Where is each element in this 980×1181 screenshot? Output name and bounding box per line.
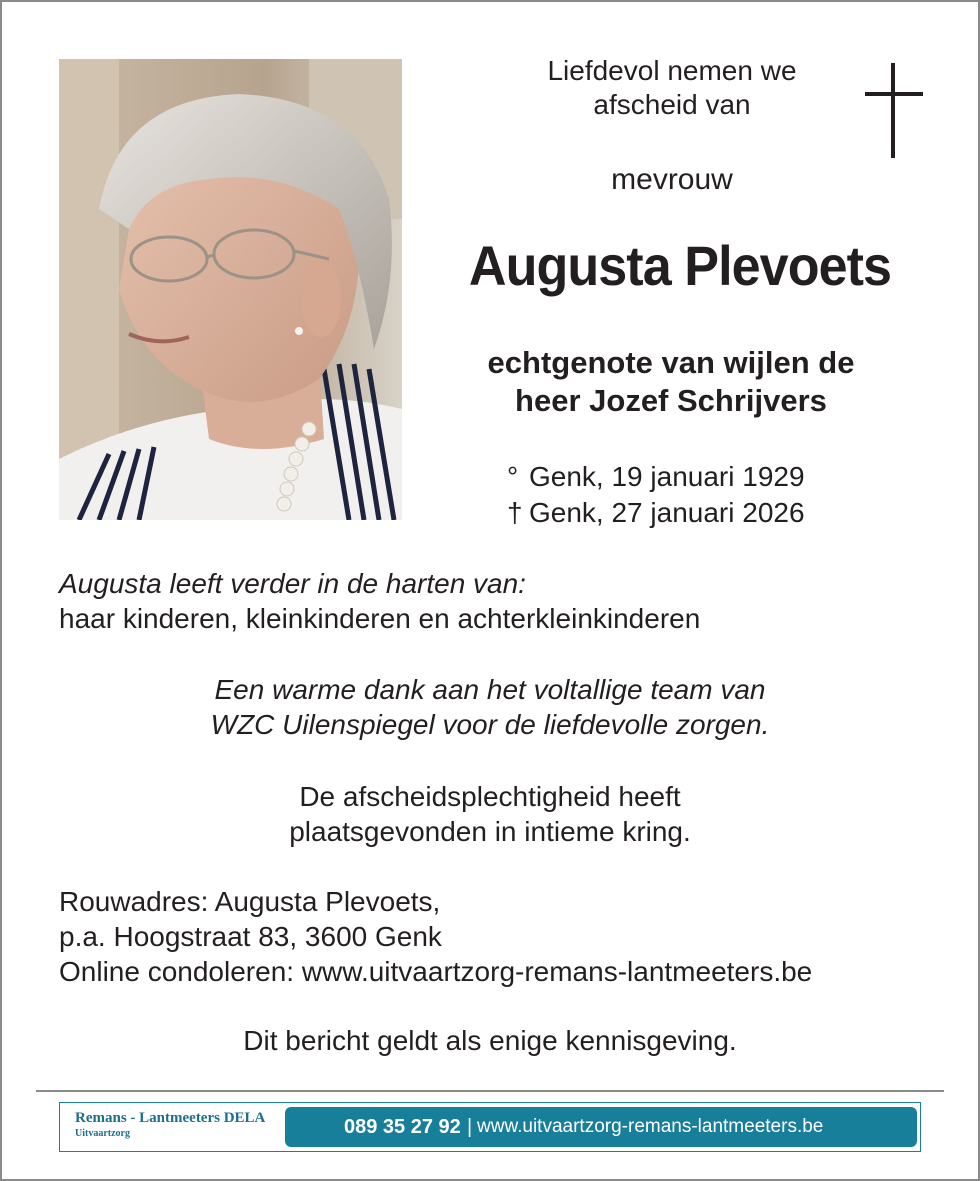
logo-brand: Remans - Lantmeeters DELA	[75, 1110, 266, 1126]
notice-text: Dit bericht geldt als enige kennisgeving.	[243, 1025, 737, 1056]
phone-number[interactable]: 089 35 27 92	[344, 1116, 461, 1138]
birth-text: Genk, 19 januari 1929	[529, 461, 805, 492]
divider	[36, 1090, 944, 1092]
ceremony-line-2: plaatsgevonden in intieme kring.	[289, 816, 691, 847]
address-block	[59, 884, 939, 989]
death-text: Genk, 27 januari 2026	[529, 497, 805, 528]
portrait-photo	[59, 59, 402, 520]
thanks-line-1: Een warme dank aan het voltallige team van	[214, 674, 766, 705]
thanks-text	[100, 672, 880, 742]
intro-line-1: Liefdevol nemen we	[547, 55, 797, 86]
honorific: mevrouw	[611, 163, 733, 196]
logo-subtitle: Uitvaartzorg	[75, 1128, 130, 1139]
website-link[interactable]: www.uitvaartzorg-remans-lantmeeters.be	[477, 1116, 824, 1137]
condolence-line: Online condoleren: www.uitvaartzorg-remans-lantmeeters.be	[59, 956, 813, 987]
address-line-2: p.a. Hoogstraat 83, 3600 Genk	[59, 921, 442, 952]
spouse-line-1: echtgenote van wijlen de	[487, 345, 855, 380]
life-dates	[507, 459, 867, 531]
spouse-line-2: heer Jozef Schrijvers	[515, 383, 827, 418]
spouse-info	[440, 344, 902, 420]
cross-icon	[865, 63, 923, 158]
address-line-1: Rouwadres: Augusta Plevoets,	[59, 886, 441, 917]
intro-text	[510, 54, 834, 122]
ceremony-line-1: De afscheidsplechtigheid heeft	[299, 781, 681, 812]
deceased-name: Augusta Plevoets	[468, 234, 892, 297]
intro-line-2: afscheid van	[593, 89, 751, 120]
contact-separator: |	[467, 1116, 473, 1138]
survivors	[59, 566, 919, 636]
death-symbol: †	[507, 497, 523, 528]
thanks-line-2: WZC Uilenspiegel voor de liefdevolle zorgen.	[210, 709, 770, 740]
birth-line	[507, 459, 867, 495]
contact-bar	[285, 1107, 917, 1147]
death-line	[507, 495, 867, 531]
survivors-intro: Augusta leeft verder in de harten van:	[59, 568, 526, 599]
funeral-home-footer	[59, 1102, 921, 1152]
ceremony-text	[150, 779, 830, 849]
funeral-home-logo	[75, 1109, 265, 1140]
survivors-list: haar kinderen, kleinkinderen en achterkleinkinderen	[59, 603, 701, 634]
birth-symbol: °	[507, 461, 519, 492]
